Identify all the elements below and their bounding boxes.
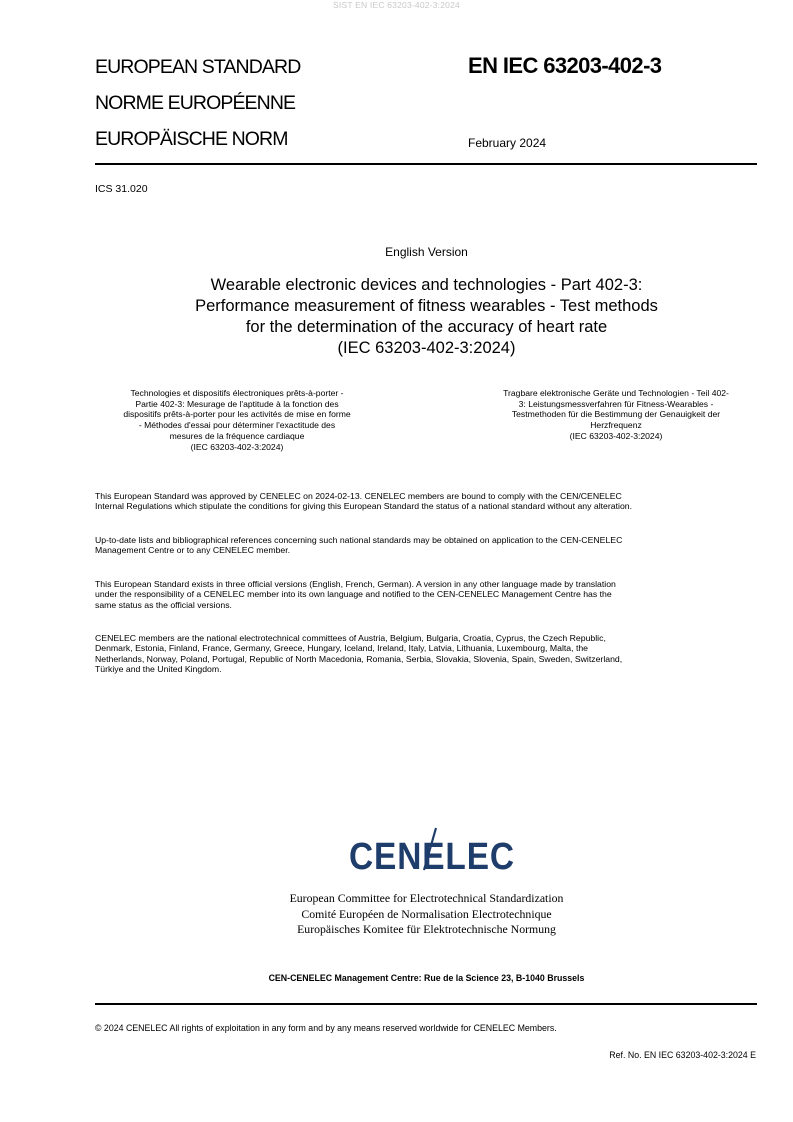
french-title-line: Partie 402-3: Mesurage de l'aptitude à la fonction des xyxy=(135,398,339,409)
french-title-line: dispositifs prêts-à-porter pour les activités de mise en forme xyxy=(123,409,351,420)
paragraph-line: same status as the official versions. xyxy=(95,599,232,610)
standard-number: EN IEC 63203-402-3 xyxy=(468,53,662,78)
paragraph-line: Up-to-date lists and bibliographical references concerning such national standards may be obtained on application to the CEN-CENELEC xyxy=(95,535,623,545)
organisation-name: Comité Européen de Normalisation Electrotechnique xyxy=(301,906,552,921)
paragraph-line: CENELEC members are the national electrotechnical committees of Austria, Belgium, Bulgaria, Croatia, Cyprus, the Czech Republic, xyxy=(95,633,606,643)
french-title-line: Technologies et dispositifs électroniques prêts-à-porter - xyxy=(130,388,344,398)
updates-paragraph xyxy=(95,535,757,556)
paragraph-line: Management Centre or to any CENELEC member. xyxy=(95,545,291,556)
approval-paragraph xyxy=(95,491,757,512)
cenelec-logo xyxy=(0,824,793,879)
title-line: Performance measurement of fitness wearables - Test methods xyxy=(195,297,658,315)
cenelec-logo-graphic xyxy=(0,824,793,874)
german-title-line: Herzfrequenz xyxy=(590,420,642,431)
paragraph-line: Denmark, Estonia, Finland, France, Germany, Greece, Hungary, Iceland, Ireland, Italy, Latvia, Lithuania, Luxembourg, Malta, the xyxy=(95,643,589,654)
organisation-name: Europäisches Komitee für Elektrotechnische Normung xyxy=(297,922,556,936)
german-title-line: Tragbare elektronische Geräte und Technologien - Teil 402- xyxy=(503,388,729,398)
french-title-line: mesures de la fréquence cardiaque xyxy=(169,430,305,441)
german-title-line: Testmethoden für die Bestimmung der Genauigkeit der xyxy=(511,409,721,420)
publication-date: February 2024 xyxy=(468,136,547,150)
paragraph-line: This European Standard exists in three official versions (English, French, German). A version in any other language made by translation xyxy=(95,579,616,589)
paragraph-line: under the responsibility of a CENELEC member into its own language and notified to the CEN-CENELEC Management Centre has the xyxy=(95,589,612,600)
language-version: English Version xyxy=(385,245,468,259)
title-line: (IEC 63203-402-3:2024) xyxy=(337,339,516,357)
paragraph-line: Netherlands, Norway, Poland, Portugal, Republic of North Macedonia, Romania, Serbia, Slovakia, Slovenia, Spain, Sweden, Switzerland, xyxy=(95,653,623,664)
french-title xyxy=(95,388,379,452)
german-title-line: 3: Leistungsmessverfahren für Fitness-Wearables - xyxy=(518,398,714,409)
reference-number: Ref. No. EN IEC 63203-402-3:2024 E xyxy=(609,1050,756,1060)
standard-name-en: EUROPEAN STANDARD xyxy=(95,56,301,78)
copyright-notice: © 2024 CENELEC All rights of exploitation in any form and by any means reserved worldwide for CENELEC Members. xyxy=(95,1023,557,1033)
management-centre-address: CEN-CENELEC Management Centre: Rue de la Science 23, B-1040 Brussels xyxy=(268,973,585,983)
title-line: Wearable electronic devices and technologies - Part 402-3: xyxy=(210,276,643,294)
document-title xyxy=(140,275,713,359)
standard-name-de: EUROPÄISCHE NORM xyxy=(95,128,288,150)
title-line: for the determination of the accuracy of heart rate xyxy=(245,318,608,336)
organisation-name: European Committee for Electrotechnical Standardization xyxy=(289,891,564,905)
german-title-line: (IEC 63203-402-3:2024) xyxy=(569,430,663,441)
footer-divider xyxy=(95,1003,757,1005)
versions-paragraph xyxy=(95,579,757,610)
paragraph-line: Internal Regulations which stipulate the conditions for giving this European Standard the status of a national standard without any alteration. xyxy=(95,501,633,512)
paragraph-line: Türkiye and the United Kingdom. xyxy=(95,664,222,675)
logo-wordmark: CENELEC xyxy=(349,835,515,874)
watermark: SIST EN IEC 63203-402-3:2024 xyxy=(333,0,460,10)
standard-name-fr: NORME EUROPÉENNE xyxy=(95,92,296,114)
members-paragraph xyxy=(95,633,757,675)
german-title xyxy=(470,388,762,442)
french-title-line: - Méthodes d'essai pour déterminer l'exactitude des xyxy=(138,420,336,431)
french-title-line: (IEC 63203-402-3:2024) xyxy=(190,441,284,452)
organisation-names xyxy=(0,891,793,938)
header-divider xyxy=(95,163,757,165)
ics-code: ICS 31.020 xyxy=(95,183,148,195)
paragraph-line: This European Standard was approved by CENELEC on 2024-02-13. CENELEC members are bound to comply with the CEN/CENELEC xyxy=(95,491,622,501)
